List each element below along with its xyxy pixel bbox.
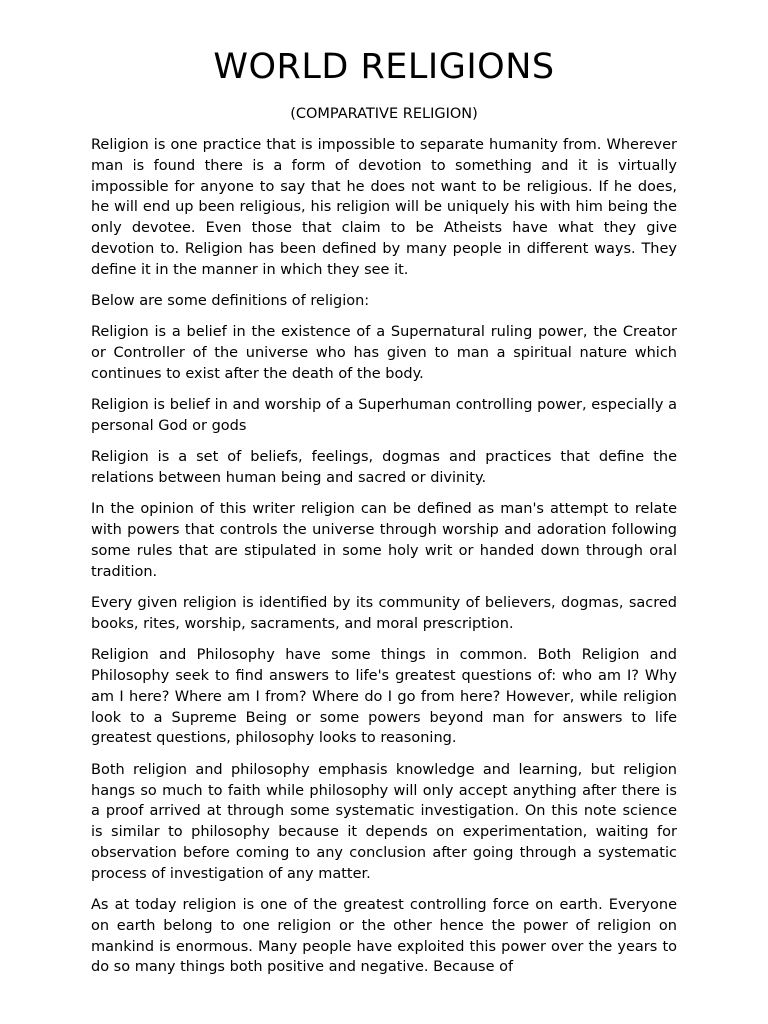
document-body — [91, 135, 677, 989]
paragraph: In the opinion of this writer religion can be defined as man's attempt to relate with powers that controls the universe through worship and adoration following some rules that are stipulated in some holy writ or handed down through oral tradition. — [91, 501, 677, 580]
document-title: WORLD RELIGIONS — [213, 47, 555, 87]
paragraph: Religion is belief in and worship of a Superhuman controlling power, especially a personal God or gods — [91, 397, 677, 435]
paragraph: As at today religion is one of the greatest controlling force on earth. Everyone on earth belong to one religion or the other hence the power of religion on mankind is enormous. Many people have exploited this power over the years to do so many things both positive and negative. Because of — [91, 897, 677, 976]
paragraph: Below are some definitions of religion: — [91, 293, 370, 310]
paragraph: Religion is one practice that is impossible to separate humanity from. Wherever man is found there is a form of devotion to something and it is virtually impossible for anyone to say that he does not want to be religious. If he does, he will end up been religious, his religion will be uniquely his with him being the only devotee. Even those that claim to be Atheists have what they give devotion to. Religion has been defined by many people in different ways. They define it in the manner in which they see it. — [91, 137, 677, 278]
paragraph: Every given religion is identified by its community of believers, dogmas, sacred books, rites, worship, sacraments, and moral prescription. — [91, 595, 677, 632]
document-subtitle: (COMPARATIVE RELIGION) — [290, 106, 478, 122]
paragraph: Religion is a set of beliefs, feelings, dogmas and practices that define the relations between human being and sacred or divinity. — [91, 449, 677, 487]
paragraph: Religion is a belief in the existence of a Supernatural ruling power, the Creator or Controller of the universe who has given to man a spiritual nature which continues to exist after the death of the body. — [91, 324, 677, 382]
paragraph: Both religion and philosophy emphasis knowledge and learning, but religion hangs so much to faith while philosophy will only accept anything after there is a proof arrived at through some systematic investigation. On this note science is similar to philosophy because it depends on experimentation, waiting for observation before coming to any conclusion after going through a systematic process of investigation of any matter. — [91, 761, 677, 882]
paragraph: Religion and Philosophy have some things in common. Both Religion and Philosophy seek to find answers to life's greatest questions of: who am I? Why am I here? Where am I from? Where do I go from here? However, while religion look to a Supreme Being or some powers beyond man for answers to life greatest questions, philosophy looks to reasoning. — [91, 647, 677, 747]
